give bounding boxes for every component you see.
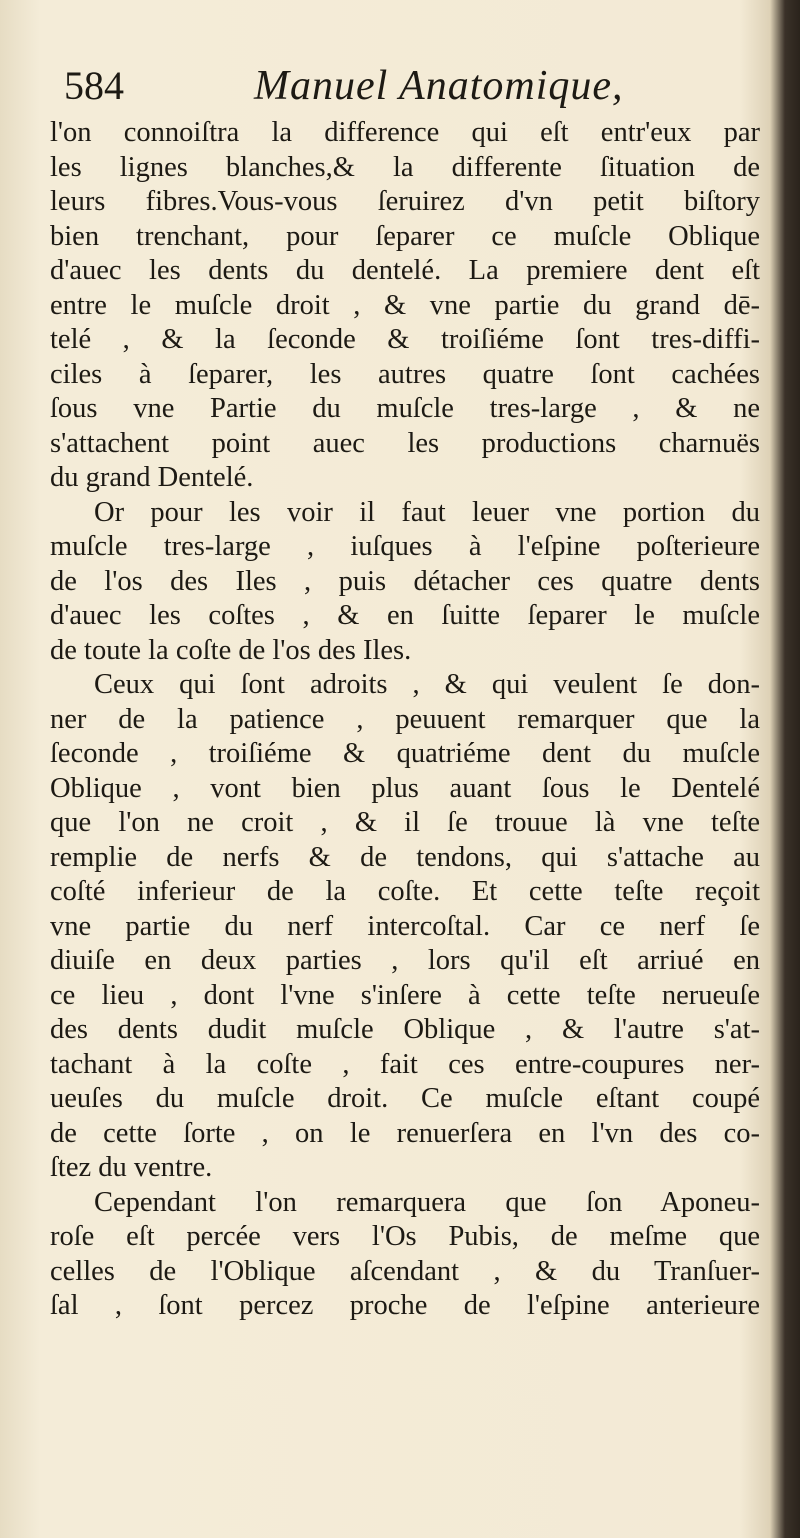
page-number: 584 (64, 63, 124, 108)
text-line: de l'os des Iles , puis détacher ces quatre dents (50, 565, 760, 597)
text-line: ner de la patience , peuuent remarquer que la (50, 703, 760, 735)
text-line: l'on connoiſtra la difference qui eſt entr'eux par (50, 117, 760, 148)
text-line: des dents dudit muſcle Oblique , & l'autre s'at- (50, 1014, 760, 1045)
running-title: Manuel Anatomique, (254, 63, 624, 109)
text-line: tachant à la coſte , fait ces entre-coupures ner- (50, 1048, 760, 1080)
text-line: Or pour les voir il faut leuer vne portion du (94, 496, 760, 528)
text-line: s'attachent point auec les productions charnuës (50, 427, 760, 459)
text-line: Cependant l'on remarquera que ſon Aponeu- (94, 1186, 760, 1218)
text-line: que l'on ne croit , & il ſe trouue là vne teſte (50, 807, 760, 838)
text-line: d'auec les dents du dentelé. La premiere dent eſt (50, 255, 760, 286)
text-line: bien trenchant, pour ſeparer ce muſcle Oblique (50, 220, 760, 252)
text-line: ſeconde , troiſiéme & quatriéme dent du muſcle (50, 738, 760, 769)
text-line: de cette ſorte , on le renuerſera en l'vn des co- (50, 1117, 760, 1149)
text-line: celles de l'Oblique aſcendant , & du Tranſuer- (50, 1255, 760, 1287)
text-line: telé , & la ſeconde & troiſiéme ſont tres-diffi- (50, 324, 760, 355)
text-line: remplie de nerfs & de tendons, qui s'attache au (50, 841, 760, 873)
text-line: Oblique , vont bien plus auant ſous le Dentelé (50, 772, 760, 804)
text-line: coſté inferieur de la coſte. Et cette teſte reçoit (50, 876, 760, 907)
text-line: vne partie du nerf intercoſtal. Car ce nerf ſe (50, 910, 760, 942)
page-header (64, 62, 754, 120)
text-line: roſe eſt percée vers l'Os Pubis, de meſme que (50, 1221, 760, 1252)
text-line: ueuſes du muſcle droit. Ce muſcle eſtant coupé (50, 1083, 760, 1114)
text-line: les lignes blanches,& la differente ſituation de (50, 151, 760, 183)
text-line: du grand Dentelé. (50, 462, 254, 493)
text-line: ciles à ſeparer, les autres quatre ſont cachées (50, 358, 760, 390)
text-line: ſous vne Partie du muſcle tres-large , & ne (50, 393, 760, 424)
text-line: diuiſe en deux parties , lors qu'il eſt arriué en (50, 945, 760, 976)
text-line: Ceux qui ſont adroits , & qui veulent ſe don- (94, 669, 760, 700)
text-line: ſtez du ventre. (50, 1152, 213, 1183)
text-line: ſal , ſont percez proche de l'eſpine anterieure (50, 1290, 760, 1321)
text-line: ce lieu , dont l'vne s'inſere à cette teſte nerueuſe (50, 979, 760, 1011)
text-line: entre le muſcle droit , & vne partie du grand dē- (50, 289, 760, 321)
body-text (50, 116, 760, 1324)
text-line: muſcle tres-large , iuſques à l'eſpine poſterieure (50, 531, 760, 562)
text-line: leurs fibres.Vous-vous ſeruirez d'vn petit biſtory (50, 186, 760, 217)
text-line: de toute la coſte de l'os des Iles. (50, 634, 412, 666)
text-line: d'auec les coſtes , & en ſuitte ſeparer le muſcle (50, 600, 760, 631)
